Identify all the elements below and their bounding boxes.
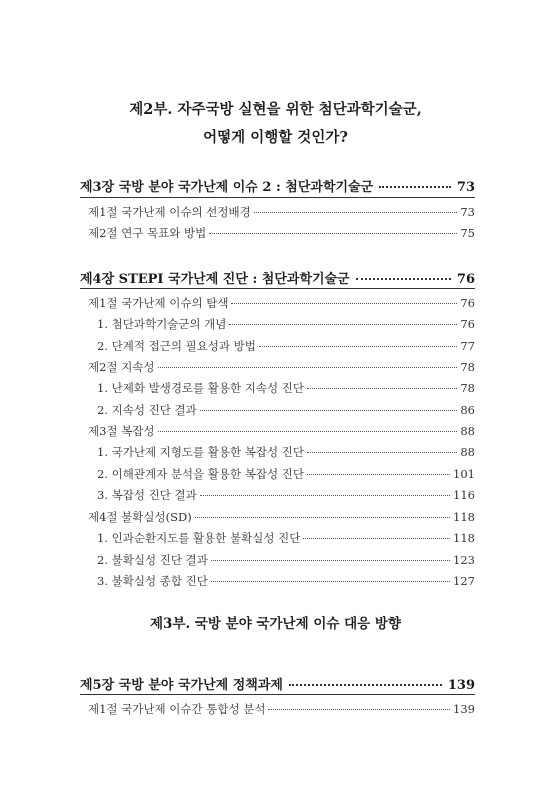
dot-leader	[229, 324, 457, 325]
page-number: 77	[460, 339, 475, 353]
page-number: 88	[460, 424, 475, 438]
toc-entry[interactable]	[97, 573, 475, 589]
page-number: 139	[453, 702, 475, 716]
toc-entry[interactable]	[97, 552, 475, 568]
page-number: 86	[460, 403, 475, 417]
chapter-title: 제5장 국방 분야 국가난제 정책과제	[80, 678, 283, 693]
dot-leader	[211, 581, 450, 582]
page-number: 76	[456, 272, 475, 287]
toc-entry[interactable]	[97, 487, 475, 503]
page-number: 116	[453, 488, 475, 502]
toc-entry[interactable]	[88, 225, 475, 241]
entry-title: 1. 국가난제 지형도를 활용한 복잡성 진단	[97, 445, 304, 459]
dot-leader	[158, 431, 458, 432]
entry-title: 1. 첨단과학기술군의 개념	[97, 317, 227, 331]
page-number: 76	[460, 296, 475, 310]
entry-title: 3. 불확실성 종합 진단	[97, 574, 208, 588]
part-2-title-line-2: 어떻게 이행할 것인가?	[203, 129, 348, 146]
chapter-rule	[80, 288, 475, 289]
toc-entry[interactable]	[97, 530, 475, 546]
entry-title: 제2절 지속성	[88, 360, 155, 374]
entry-title: 2. 이해관계자 분석을 활용한 복잡성 진단	[97, 467, 304, 481]
toc-entry[interactable]	[97, 466, 475, 482]
toc-entry[interactable]	[88, 204, 475, 220]
toc-entry[interactable]	[88, 295, 475, 311]
toc-entry[interactable]	[88, 701, 475, 717]
toc-chapter-5[interactable]	[80, 674, 475, 693]
chapter-rule	[80, 694, 475, 695]
part-3-title-text: 제3부. 국방 분야 국가난제 이슈 대응 방향	[150, 616, 401, 632]
toc-chapter-3[interactable]	[80, 176, 475, 195]
dot-leader	[303, 538, 450, 539]
entry-title: 제1절 국가난제 이슈의 탐색	[88, 296, 229, 310]
toc-entry[interactable]	[88, 509, 475, 525]
entry-title: 제1절 국가난제 이슈의 선정배경	[88, 205, 251, 219]
dot-leader	[200, 495, 450, 496]
dot-leader	[200, 410, 458, 411]
part-2-title-line-1: 제2부. 자주국방 실현을 위한 첨단과학기술군,	[129, 101, 422, 118]
entry-title: 제2절 연구 목표와 방법	[88, 226, 207, 240]
entry-title: 1. 인과순환지도를 활용한 불확실성 진단	[97, 531, 301, 545]
toc-entry[interactable]	[97, 338, 475, 354]
dot-leader	[289, 684, 442, 686]
page-number: 75	[460, 226, 475, 240]
dot-leader	[158, 367, 458, 368]
toc-entry[interactable]	[88, 423, 475, 439]
toc-entry[interactable]	[97, 402, 475, 418]
dot-leader	[307, 388, 457, 389]
page-number: 118	[453, 510, 475, 524]
page-number: 78	[460, 381, 475, 395]
entry-title: 제4절 불확실성(SD)	[88, 510, 192, 524]
page-number: 73	[460, 205, 475, 219]
dot-leader	[211, 560, 450, 561]
dot-leader	[195, 517, 450, 518]
dot-leader	[307, 452, 457, 453]
toc-entry[interactable]	[97, 380, 475, 396]
page-number: 123	[453, 553, 475, 567]
toc-entry[interactable]	[97, 316, 475, 332]
dot-leader	[231, 303, 457, 304]
dot-leader	[209, 233, 457, 234]
page-number: 76	[460, 317, 475, 331]
toc-chapter-4[interactable]	[80, 268, 475, 287]
chapter-title: 제4장 STEPI 국가난제 진단 : 첨단과학기술군	[80, 272, 350, 287]
page-number: 127	[453, 574, 475, 588]
entry-title: 2. 불확실성 진단 결과	[97, 553, 208, 567]
page-number: 101	[453, 467, 475, 481]
chapter-rule	[80, 197, 475, 198]
part-2-title	[0, 96, 551, 152]
entry-title: 2. 단계적 접근의 필요성과 방법	[97, 339, 256, 353]
toc-entry[interactable]	[97, 444, 475, 460]
dot-leader	[254, 212, 458, 213]
entry-title: 1. 난제화 발생경로를 활용한 지속성 진단	[97, 381, 304, 395]
entry-title: 3. 복잡성 진단 결과	[97, 488, 197, 502]
entry-title: 2. 지속성 진단 결과	[97, 403, 197, 417]
page-number: 78	[460, 360, 475, 374]
page-number: 73	[456, 180, 475, 195]
entry-title: 제3절 복잡성	[88, 424, 155, 438]
entry-title: 제1절 국가난제 이슈간 통합성 분석	[88, 702, 266, 716]
page-number: 139	[447, 678, 475, 693]
dot-leader	[356, 278, 451, 280]
page-number: 88	[460, 445, 475, 459]
dot-leader	[379, 186, 451, 188]
part-3-title	[0, 610, 551, 638]
dot-leader	[259, 346, 457, 347]
chapter-title: 제3장 국방 분야 국가난제 이슈 2 : 첨단과학기술군	[80, 180, 374, 195]
dot-leader	[307, 474, 450, 475]
page-number: 118	[453, 531, 475, 545]
toc-entry[interactable]	[88, 359, 475, 375]
dot-leader	[268, 709, 450, 710]
